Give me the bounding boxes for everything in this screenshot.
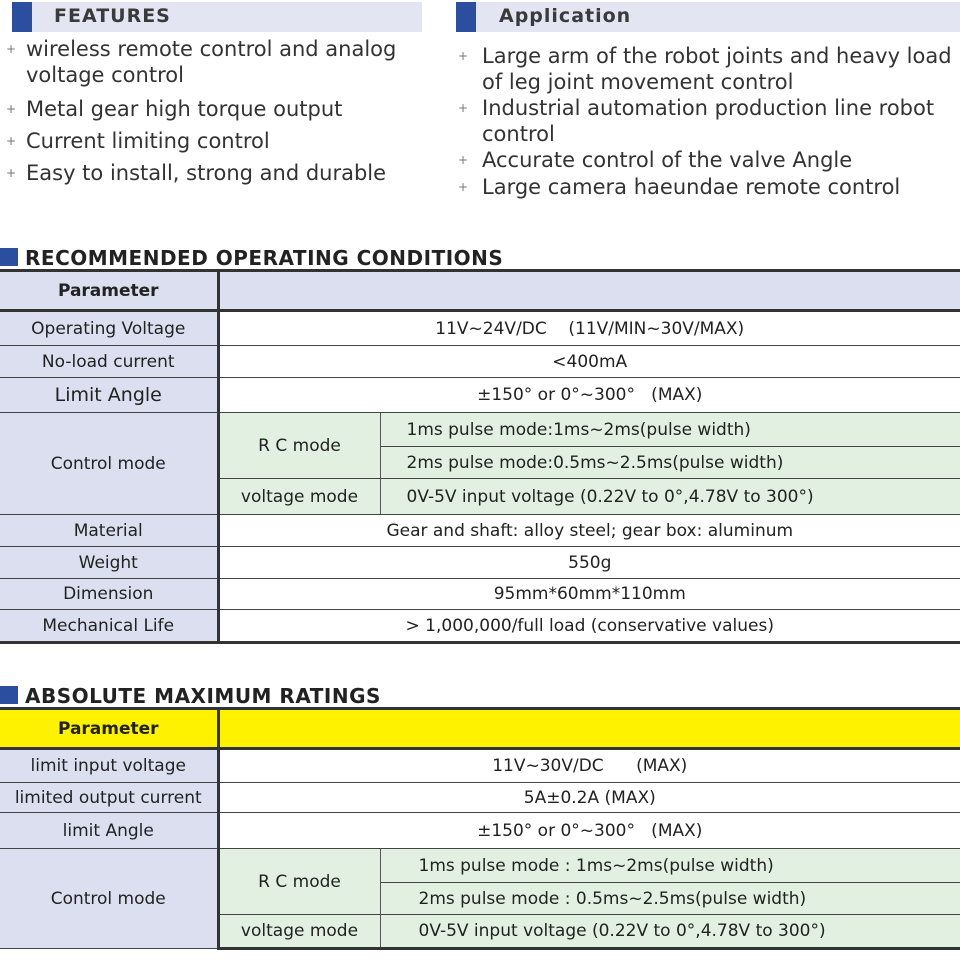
- parameter-cell: Material: [0, 515, 218, 547]
- table-row: [0, 783, 960, 813]
- absolute-table: [0, 707, 960, 950]
- value-cell: ±150° or 0°~300° (MAX): [218, 813, 960, 849]
- value-cell: 2ms pulse mode : 0.5ms~2.5ms(pulse width): [380, 883, 960, 915]
- section-marker-icon: [0, 686, 18, 704]
- parameter-cell: Dimension: [0, 579, 218, 610]
- plus-bullet-icon: +: [6, 42, 17, 56]
- plus-bullet-icon: +: [458, 49, 469, 63]
- parameter-cell: limit input voltage: [0, 749, 218, 783]
- value-cell: Gear and shaft: alloy steel; gear box: aluminum: [218, 515, 960, 547]
- plus-bullet-icon: +: [6, 102, 17, 116]
- table-row: [0, 579, 960, 610]
- parameter-cell: Control mode: [0, 849, 218, 949]
- parameter-cell: Weight: [0, 547, 218, 579]
- features-heading: [12, 2, 422, 32]
- list-item: + wireless remote control and analog voltage control: [6, 37, 397, 87]
- mode-cell: R C mode: [218, 413, 380, 479]
- section-marker-icon: [12, 2, 32, 32]
- list-item: + Large camera haeundae remote control: [458, 175, 901, 199]
- value-cell: 1ms pulse mode : 1ms~2ms(pulse width): [380, 849, 960, 883]
- list-item: + Industrial automation production line robot control: [458, 96, 935, 146]
- section-marker-icon: [456, 2, 476, 32]
- table-header-row: [0, 271, 960, 311]
- table-row: [0, 311, 960, 346]
- parameter-header: Parameter: [0, 709, 218, 749]
- table-header-row: [0, 709, 960, 749]
- value-header: [218, 271, 960, 311]
- value-cell: > 1,000,000/full load (conservative values): [218, 610, 960, 643]
- list-item: + Easy to install, strong and durable: [6, 161, 387, 185]
- features-title: FEATURES: [54, 5, 171, 27]
- value-header: [218, 709, 960, 749]
- parameter-cell: Control mode: [0, 413, 218, 515]
- value-cell: 5A±0.2A (MAX): [218, 783, 960, 813]
- list-item: + Metal gear high torque output: [6, 97, 343, 121]
- value-cell: 11V~24V/DC (11V/MIN~30V/MAX): [218, 311, 960, 346]
- recommended-table: [0, 269, 960, 644]
- value-cell: 11V~30V/DC (MAX): [218, 749, 960, 783]
- plus-bullet-icon: +: [458, 180, 469, 194]
- plus-bullet-icon: +: [6, 166, 17, 180]
- application-heading: [456, 2, 960, 32]
- table-row: [0, 515, 960, 547]
- section-marker-icon: [0, 248, 18, 266]
- table-row: [0, 547, 960, 579]
- value-cell: 0V-5V input voltage (0.22V to 0°,4.78V to 300°): [380, 915, 960, 949]
- mode-cell: voltage mode: [218, 479, 380, 515]
- list-item: + Accurate control of the valve Angle: [458, 148, 853, 172]
- parameter-cell: Limit Angle: [0, 378, 218, 413]
- parameter-cell: Operating Voltage: [0, 311, 218, 346]
- value-cell: 95mm*60mm*110mm: [218, 579, 960, 610]
- application-list: [458, 43, 960, 201]
- features-list: [6, 36, 446, 192]
- list-item: + Current limiting control: [6, 129, 270, 153]
- table-row: [0, 849, 960, 883]
- parameter-cell: No-load current: [0, 346, 218, 378]
- plus-bullet-icon: +: [458, 101, 469, 115]
- table-row: [0, 378, 960, 413]
- value-cell: <400mA: [218, 346, 960, 378]
- recommended-title: RECOMMENDED OPERATING CONDITIONS: [25, 246, 504, 270]
- mode-cell: R C mode: [218, 849, 380, 915]
- mode-cell: voltage mode: [218, 915, 380, 949]
- table-row: [0, 346, 960, 378]
- value-cell: ±150° or 0°~300° (MAX): [218, 378, 960, 413]
- application-title: Application: [499, 5, 632, 27]
- table-row: [0, 413, 960, 447]
- value-cell: 0V-5V input voltage (0.22V to 0°,4.78V to 300°): [380, 479, 960, 515]
- table-row: [0, 749, 960, 783]
- table-row: [0, 813, 960, 849]
- value-cell: 2ms pulse mode:0.5ms~2.5ms(pulse width): [380, 447, 960, 479]
- plus-bullet-icon: +: [458, 153, 469, 167]
- value-cell: 550g: [218, 547, 960, 579]
- parameter-header: Parameter: [0, 271, 218, 311]
- table-row: [0, 610, 960, 643]
- parameter-cell: Mechanical Life: [0, 610, 218, 643]
- plus-bullet-icon: +: [6, 134, 17, 148]
- parameter-cell: limit Angle: [0, 813, 218, 849]
- absolute-title: ABSOLUTE MAXIMUM RATINGS: [25, 684, 381, 708]
- parameter-cell: limited output current: [0, 783, 218, 813]
- list-item: + Large arm of the robot joints and heavy load of leg joint movement control: [458, 44, 952, 94]
- value-cell: 1ms pulse mode:1ms~2ms(pulse width): [380, 413, 960, 447]
